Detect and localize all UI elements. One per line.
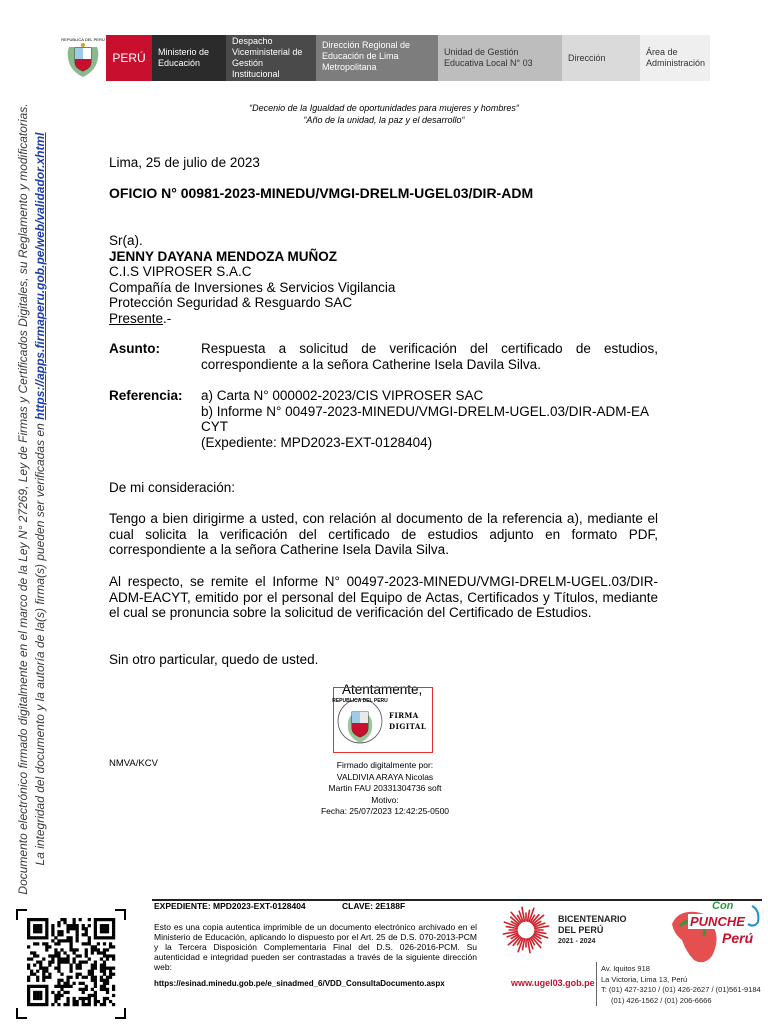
address-block xyxy=(601,964,766,1006)
paragraph-1: Tengo a bien dirigirme a usted, con relación al documento de la referencia a), mediante el cual solicita la verificación del certificado de estudios adjunto en formato PDF, correspondiente a la señora Catherine Isela Davila Silva. xyxy=(109,511,658,557)
recipient-name: JENNY DAYANA MENDOZA MUÑOZ xyxy=(109,248,338,264)
referencia-list xyxy=(201,388,658,450)
salutation: Sr(a). xyxy=(109,233,143,248)
side-note-line1: Documento electrónico firmado digitalmente en el marco de la Ley N° 27269, Ley de Firmas y Certificados Digitales, su Reglamento y modificatorias. xyxy=(16,103,30,895)
website-link[interactable]: www.ugel03.gob.pe xyxy=(511,978,595,988)
bicentenario-line3: 2021 - 2024 xyxy=(558,938,596,945)
header-direction: Dirección xyxy=(562,35,640,81)
paragraph-2: Al respecto, se remite el Informe N° 00497-2023-MINEDU/VMGI-DRELM-UGEL.03/DIR-ADM-EACYT, emitido por el personal del Equipo de Actas, Certificados y Títulos, mediante el cual se pronuncia sobre la solicitud de verificación del Certificado de Estudios. xyxy=(109,574,658,620)
digital-signature-stamp xyxy=(333,687,433,753)
presente-suffix: .- xyxy=(163,310,172,326)
stamp-digital: DIGITAL xyxy=(389,722,427,731)
bicentenario-line2: DEL PERÚ xyxy=(558,925,604,935)
presente-line xyxy=(109,311,669,327)
con-punche-peru-logo xyxy=(668,900,764,970)
sig-line-fau: Martin FAU 20331304736 soft xyxy=(328,783,442,793)
peru-script-label: Perú xyxy=(722,930,754,946)
address-line1: Av. Iquitos 918 xyxy=(601,964,650,973)
header-ministry: Ministerio de Educación xyxy=(152,35,226,81)
referencia-a: a) Carta N° 000002-2023/CIS VIPROSER SAC xyxy=(201,388,484,403)
presente: Presente xyxy=(109,310,164,326)
oficio-number: OFICIO N° 00981-2023-MINEDU/VMGI-DRELM-UGEL03/DIR-ADM xyxy=(109,185,534,201)
slogan-decade: “Decenio de la Igualdad de oportunidades para mujeres y hombres“ xyxy=(249,103,519,113)
sig-line-signed-by: Firmado digitalmente por: xyxy=(336,760,434,770)
punche-label: PUNCHE xyxy=(690,914,745,929)
atentamente: Atentamente, xyxy=(342,682,423,697)
recipient-block xyxy=(109,233,669,326)
footer-copy-text: Esto es una copia autentica imprimible de un documento electrónico archivado en el Ministerio de Educación, aplicando lo dispuesto por el Art. 25 de D.S. 070-2013-PCM y la Tercera Disposición Complementaria Final del D.S. 026-2016-PCM. Su autenticidad e integridad pueden ser contrastadas a través de la siguiente dirección web: xyxy=(154,922,477,972)
bicentenario-logo-icon xyxy=(500,904,552,956)
header-vice-ministry: Despacho Viceministerial de Gestión Institucional xyxy=(226,35,316,81)
peru-brand-block xyxy=(106,35,152,81)
footer-expediente: EXPEDIENTE: MPD2023-EXT-0128404 xyxy=(154,901,306,911)
recipient-company-line2: Compañía de Inversiones & Servicios Vigilancia xyxy=(109,279,396,295)
slogan-year: “Año de la unidad, la paz y el desarrollo“ xyxy=(303,115,465,125)
header-area: Área de Administración xyxy=(640,35,710,81)
phone-line1: T: (01) 427-3210 / (01) 426-2627 / (01)561-9184 xyxy=(601,985,761,994)
asunto-label: Asunto: xyxy=(109,341,160,356)
peru-label: PERÚ xyxy=(112,51,146,65)
header-regional-direction: Dirección Regional de Educación de Lima Metropolitana xyxy=(316,35,438,81)
sig-line-motivo: Motivo: xyxy=(371,794,399,805)
stamp-firma: FIRMA xyxy=(389,711,419,720)
referencia-label: Referencia: xyxy=(109,388,183,403)
signature-seal-icon xyxy=(338,699,382,743)
footer-verify-url[interactable]: https://esinad.minedu.gob.pe/e_sinadmed_6/VDD_ConsultaDocumento.aspx xyxy=(154,979,445,988)
footer-clave: CLAVE: 2E188F xyxy=(342,901,406,911)
sig-line-fecha: Fecha: 25/07/2023 12:42:25-0500 xyxy=(320,806,450,816)
svg-text:REPUBLICA DEL PERU: REPUBLICA DEL PERU xyxy=(61,37,105,42)
bicentenario-line1: BICENTENARIO xyxy=(558,914,627,924)
referencia-expediente: (Expediente: MPD2023-EXT-0128404) xyxy=(201,434,433,450)
validator-link[interactable]: https://apps.firmaperu.gob.pe/web/validador.xhtml xyxy=(33,132,47,420)
recipient-company-line3: Protección Seguridad & Resguardo SAC xyxy=(109,295,353,310)
address-line2: La Victoria, Lima 13, Perú xyxy=(601,974,688,984)
address-divider xyxy=(596,962,597,1006)
asunto-text: Respuesta a solicitud de verificación del certificado de estudios, correspondiente a la señora Catherine Isela Davila Silva. xyxy=(201,341,658,372)
side-note-prefix: La integridad del documento y la autoría de la(s) firma(s) pueden ser verificadas en xyxy=(33,423,47,866)
initials: NMVA/KCV xyxy=(109,758,158,769)
closing: Sin otro particular, quedo de usted. xyxy=(109,652,319,667)
seal-text: REPUBLICA DEL PERU xyxy=(332,698,388,704)
header-ugel: Unidad de Gestión Educativa Local N° 03 xyxy=(438,35,562,81)
qr-code-icon[interactable] xyxy=(27,918,115,1006)
side-digital-signature-note xyxy=(15,49,49,949)
phone-line2: (01) 426-1562 / (01) 206-6666 xyxy=(611,995,712,1005)
greeting: De mi consideración: xyxy=(109,480,236,495)
letter-date: Lima, 25 de julio de 2023 xyxy=(109,155,260,170)
recipient-company: C.I.S VIPROSER S.A.C xyxy=(109,264,252,279)
con-label: Con xyxy=(712,900,734,912)
side-note-line2 xyxy=(32,49,49,949)
referencia-b: b) Informe N° 00497-2023-MINEDU/VMGI-DRELM-UGEL.03/DIR-ADM-EACYT xyxy=(201,403,650,434)
bicentenario-text xyxy=(558,914,627,947)
sig-line-name: VALDIVIA ARAYA Nicolas xyxy=(336,771,434,782)
peru-coat-of-arms-icon xyxy=(61,35,105,81)
slogans xyxy=(0,102,768,126)
signature-details xyxy=(300,760,470,818)
